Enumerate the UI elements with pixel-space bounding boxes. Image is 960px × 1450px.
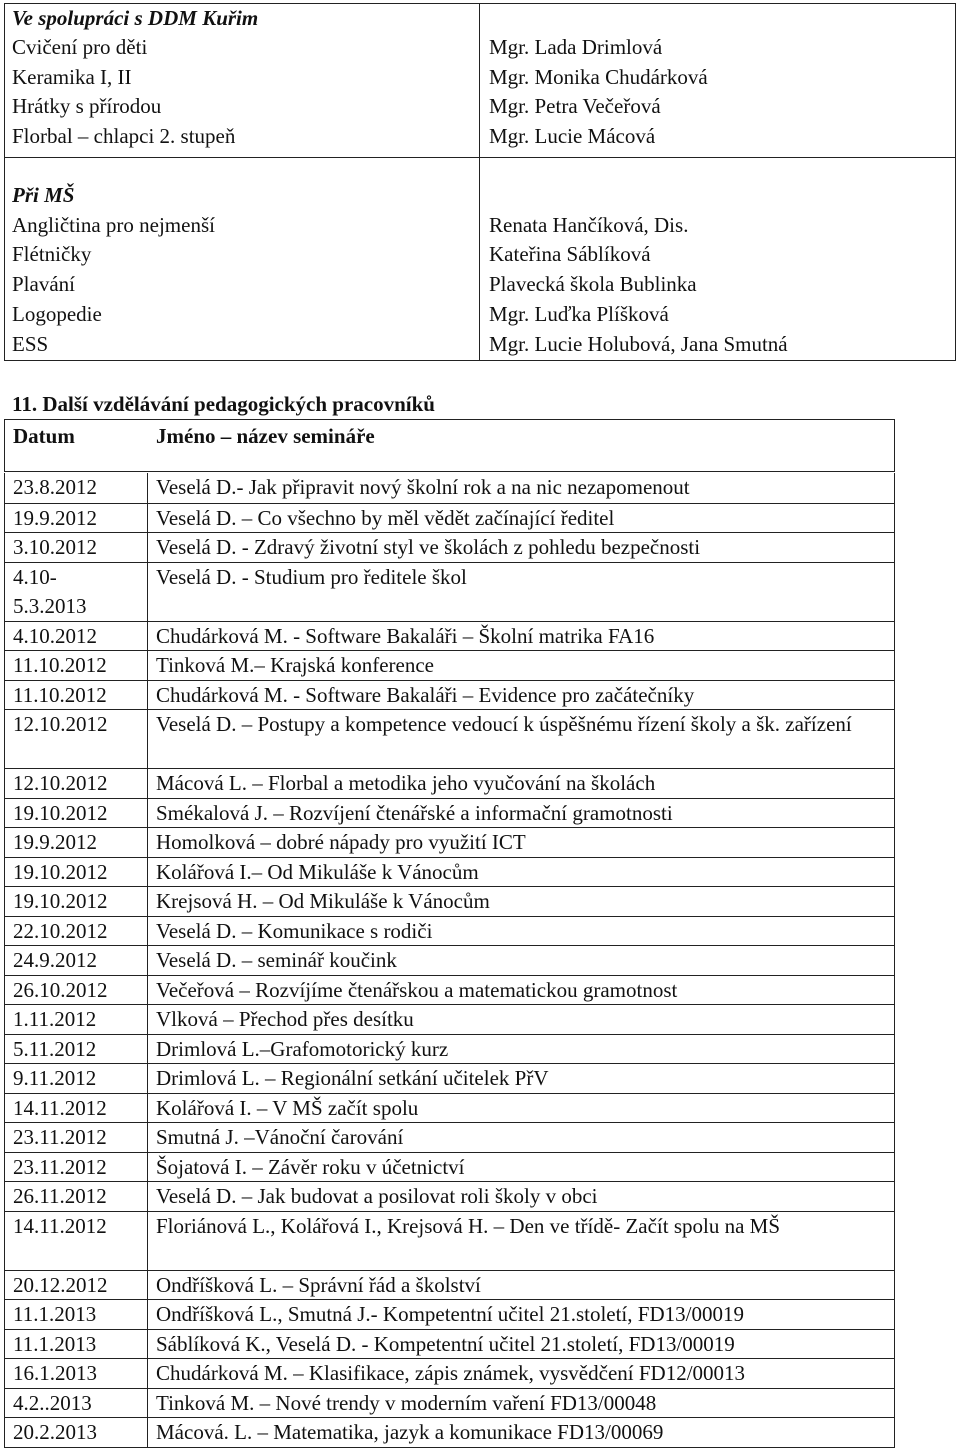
seminar-title: Mácová L. – Florbal a metodika jeho vyučování na školách [156, 771, 656, 795]
table-row [5, 1034, 894, 1064]
table-row [5, 768, 894, 798]
seminar-title: Floriánová L., Kolářová I., Krejsová H. – Den ve třídě- Začít spolu na MŠ [156, 1213, 781, 1238]
table-row [5, 1299, 894, 1329]
seminar-title: Veselá D. - Zdravý životní styl ve školách z pohledu bezpečnosti [156, 535, 701, 559]
seminar-title: Drimlová L.–Grafomotorický kurz [156, 1036, 449, 1061]
activity-leader: Mgr. Petra Večeřová [489, 94, 661, 118]
activity-leader: Kateřina Sáblíková [489, 242, 651, 266]
seminar-date: 5.11.2012 [13, 1036, 97, 1061]
seminar-title: Vlková – Přechod přes desítku [156, 1007, 414, 1031]
seminar-title: Smékalová J. – Rozvíjení čtenářské a informační gramotnosti [156, 800, 673, 825]
column-header-date: Datum [13, 424, 75, 448]
activity-name: Keramika I, II [12, 65, 132, 89]
seminar-date: 19.10.2012 [13, 800, 108, 825]
seminar-date: 23.11.2012 [13, 1125, 107, 1149]
seminar-date: 23.8.2012 [13, 475, 97, 499]
seminar-title: Veselá D.- Jak připravit nový školní rok a na nic nezapomenout [156, 475, 690, 499]
seminar-date: 12.10.2012 [13, 712, 108, 736]
seminar-title: Smutná J. –Vánoční čarování [156, 1125, 404, 1149]
seminar-title: Veselá D. – Komunikace s rodiči [156, 918, 433, 943]
activity-name: Hrátky s přírodou [12, 94, 162, 118]
seminar-date: 11.1.2013 [13, 1331, 97, 1356]
seminar-title: Tinková M.– Krajská konference [156, 653, 434, 677]
seminar-date: 14.11.2012 [13, 1213, 107, 1238]
seminar-date: 26.10.2012 [13, 977, 108, 1002]
seminar-title: Večeřová – Rozvíjíme čtenářskou a matematickou gramotnost [156, 977, 678, 1002]
seminar-date: 22.10.2012 [13, 918, 108, 943]
seminar-date: 1.11.2012 [13, 1007, 97, 1031]
seminar-title: Veselá D. – Postupy a kompetence vedoucí k úspěšnému řízení školy a šk. zařízení [156, 712, 852, 736]
seminar-date: 20.2.2013 [13, 1420, 97, 1444]
activity-leader: Mgr. Lucie Holubová, Jana Smutná [489, 332, 788, 356]
seminar-title: Chudárková M. – Klasifikace, zápis známek, vysvědčení FD12/00013 [156, 1361, 746, 1385]
seminar-date: 19.10.2012 [13, 859, 108, 884]
table-row [5, 1358, 894, 1388]
table-row [5, 1063, 894, 1093]
activity-name: Flétničky [12, 242, 92, 266]
seminar-date: 12.10.2012 [13, 771, 108, 795]
seminar-title: Drimlová L. – Regionální setkání učitelek PřV [156, 1066, 549, 1090]
table-row [5, 503, 894, 533]
table-row [5, 709, 894, 768]
seminar-title: Veselá D. – Jak budovat a posilovat roli školy v obci [156, 1184, 598, 1208]
table-row [5, 1388, 894, 1418]
seminar-title: Mácová. L. – Matematika, jazyk a komunikace FD13/00069 [156, 1420, 664, 1444]
seminar-title: Ondříšková L., Smutná J.- Kompetentní učitel 21.století, FD13/00019 [156, 1302, 744, 1326]
activity-leader: Mgr. Monika Chudárková [489, 65, 708, 89]
activity-leader: Plavecká škola Bublinka [489, 272, 697, 296]
activity-leader: Mgr. Lada Drimlová [489, 35, 663, 59]
seminar-title: Homolková – dobré nápady pro využití ICT [156, 830, 526, 854]
seminar-title: Chudárková M. - Software Bakaláři – Školní matrika FA16 [156, 623, 655, 648]
seminar-title: Veselá D. – Co všechno by měl vědět začínající ředitel [156, 505, 615, 530]
seminar-date: 11.1.2013 [13, 1302, 97, 1326]
seminar-title: Veselá D. – seminář koučink [156, 948, 397, 972]
row-divider [5, 157, 955, 158]
seminar-title: Kolářová I.– Od Mikuláše k Vánocům [156, 859, 479, 884]
seminar-title: Chudárková M. - Software Bakaláři – Evidence pro začátečníky [156, 682, 695, 707]
rows-container [5, 473, 894, 1447]
seminar-title: Tinková M. – Nové trendy v moderním vaření FD13/00048 [156, 1390, 657, 1415]
table-row [5, 1270, 894, 1300]
seminar-date: 26.11.2012 [13, 1184, 107, 1208]
section-heading-ddm: Ve spolupráci s DDM Kuřim [12, 6, 259, 30]
table-row [5, 857, 894, 887]
column-divider [479, 4, 480, 360]
seminar-title: Ondříšková L. – Správní řád a školství [156, 1272, 481, 1297]
table-row [5, 886, 894, 916]
table-row [5, 945, 894, 975]
seminar-date: 19.9.2012 [13, 505, 97, 530]
seminar-date: 11.10.2012 [13, 682, 107, 707]
activity-leader: Renata Hančíková, Dis. [489, 213, 689, 237]
table-row [5, 1152, 894, 1182]
activity-leader: Mgr. Luďka Plíšková [489, 302, 669, 326]
section-title: 11. Další vzdělávání pedagogických pracovníků [12, 392, 435, 416]
table-row [5, 562, 894, 621]
seminar-date: 14.11.2012 [13, 1095, 107, 1120]
seminar-date: 3.10.2012 [13, 535, 97, 559]
seminar-date: 23.11.2012 [13, 1154, 107, 1179]
seminar-date: 20.12.2012 [13, 1272, 108, 1297]
table-row [5, 650, 894, 680]
table-row [5, 621, 894, 651]
seminar-date: 19.10.2012 [13, 889, 108, 913]
activity-name: Cvičení pro děti [12, 35, 148, 59]
seminar-title: Šojatová I. – Závěr roku v účetnictví [156, 1154, 465, 1179]
seminar-table [4, 473, 895, 1448]
seminar-title: Krejsová H. – Od Mikuláše k Vánocům [156, 889, 490, 913]
activity-leader: Mgr. Lucie Mácová [489, 124, 656, 148]
seminar-date: 4.10.2012 [13, 623, 97, 648]
table-row [5, 1122, 894, 1152]
table-row [5, 798, 894, 828]
table-row [5, 532, 894, 562]
activity-name: ESS [12, 332, 49, 356]
seminar-date: 4.10- 5.3.2013 [13, 564, 87, 618]
table-row [5, 680, 894, 710]
seminar-date: 24.9.2012 [13, 948, 97, 972]
table-row [5, 1417, 894, 1447]
table-row [5, 1093, 894, 1123]
activity-name: Angličtina pro nejmenší [12, 213, 215, 237]
seminar-date: 9.11.2012 [13, 1066, 97, 1090]
activity-name: Florbal – chlapci 2. stupeň [12, 124, 236, 148]
table-header [4, 419, 895, 472]
seminar-date: 4.2..2013 [13, 1390, 92, 1415]
table-row [5, 1181, 894, 1211]
activity-name: Logopedie [12, 302, 102, 326]
seminar-title: Sáblíková K., Veselá D. - Kompetentní učitel 21.století, FD13/00019 [156, 1331, 735, 1356]
seminar-title: Veselá D. - Studium pro ředitele škol [156, 564, 467, 589]
seminar-date: 19.9.2012 [13, 830, 97, 854]
table-row [5, 473, 894, 503]
activity-name: Plavání [12, 272, 75, 296]
table-row [5, 1211, 894, 1270]
table-row [5, 916, 894, 946]
column-header-name: Jméno – název semináře [156, 424, 375, 448]
table-row [5, 1329, 894, 1359]
table-row [5, 1004, 894, 1034]
table-row [5, 975, 894, 1005]
seminar-date: 11.10.2012 [13, 653, 107, 677]
table-row [5, 827, 894, 857]
section-heading-ms: Při MŠ [12, 183, 75, 207]
seminar-date: 16.1.2013 [13, 1361, 97, 1385]
seminar-title: Kolářová I. – V MŠ začít spolu [156, 1095, 419, 1120]
